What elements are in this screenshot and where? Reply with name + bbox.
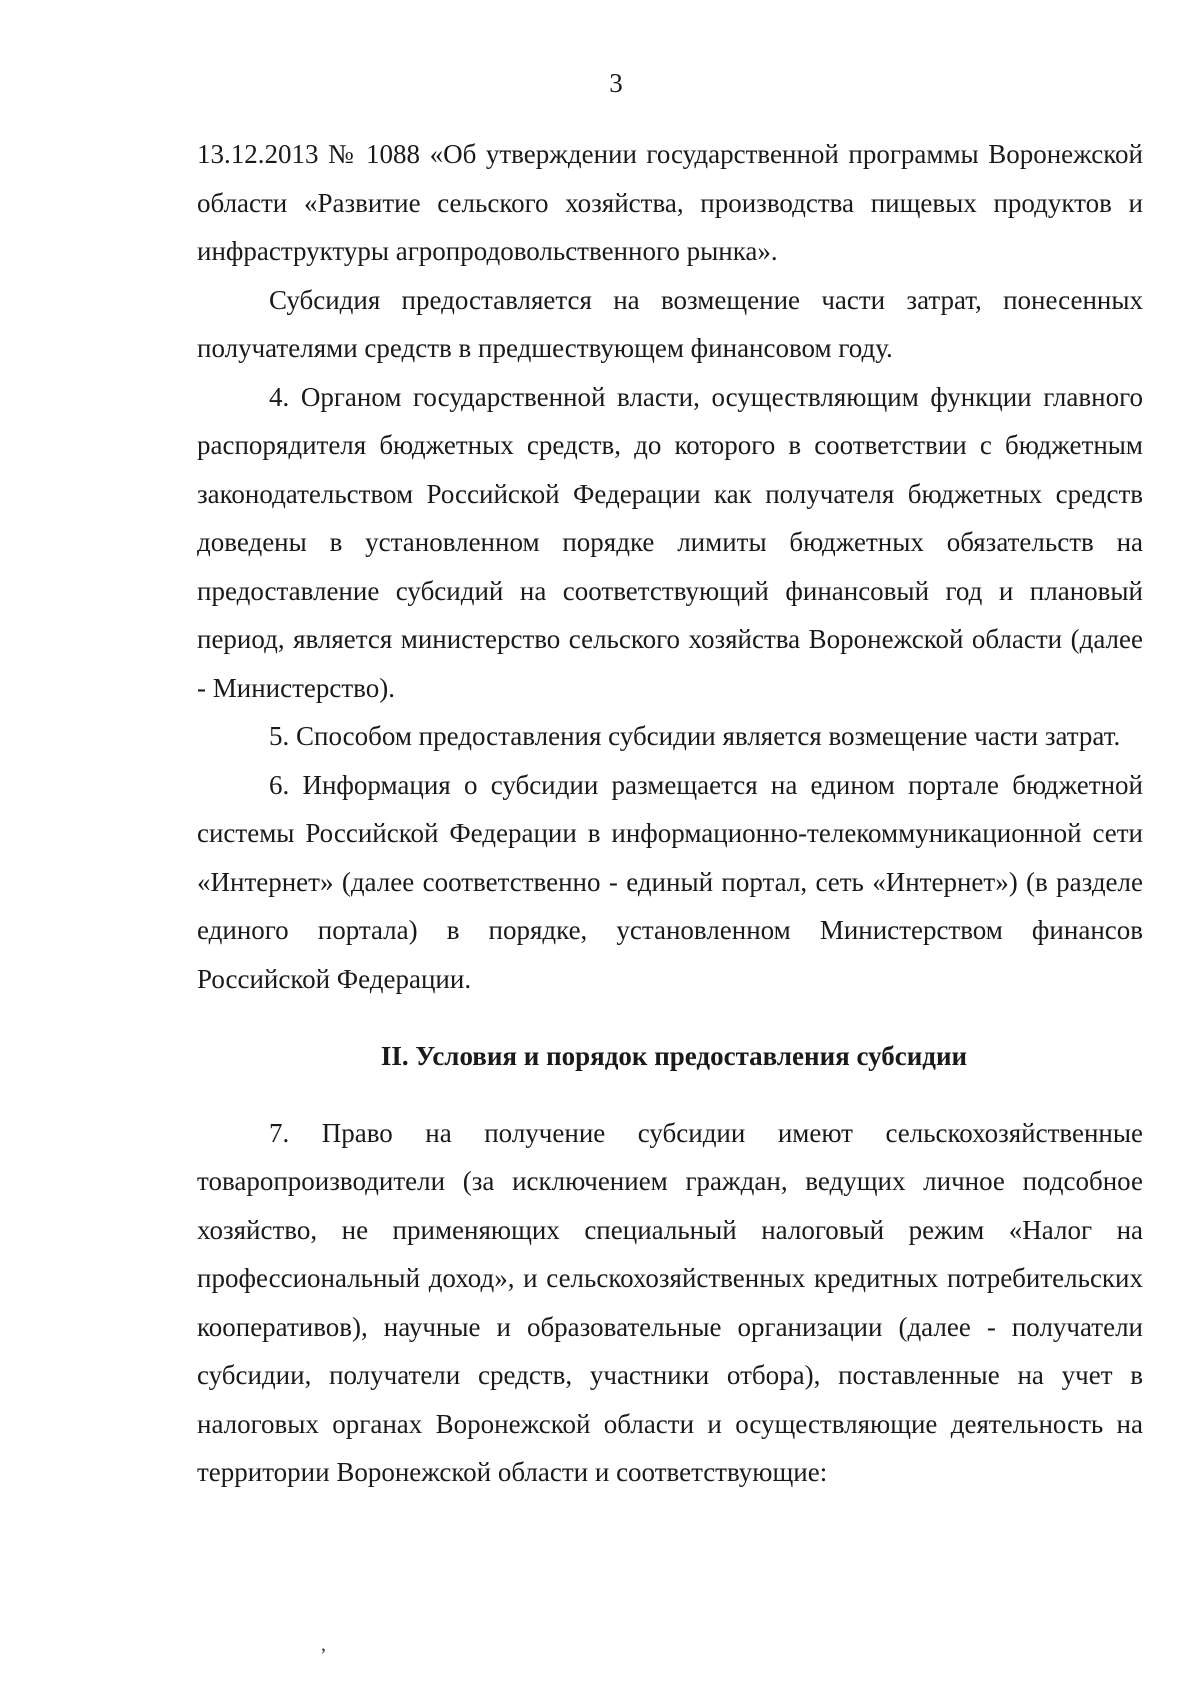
page-number: 3 [609, 68, 623, 98]
paragraph-subsidy-purpose: Субсидия предоставляется на возмещение части затрат, понесенных получателями средств в предшествующем финансовом году. [197, 284, 1143, 363]
paragraph-item-7: 7. Право на получение субсидии имеют сельскохозяйственные товаропроизводители (за исключением граждан, ведущих личное подсобное хозяйство, не применяющих специальный налоговый режим «Налог на профессиональный доход», и сельскохозяйственных кредитных потребительских кооперативов), научные и образовательные организации (далее - получатели субсидии, получатели средств, участники отбора), поставленные на учет в налоговых органах Воронежской области и осуществляющие деятельность на территории Воронежской области и соответствующие: [197, 1117, 1143, 1487]
paragraph-item-5: 5. Способом предоставления субсидии является возмещение части затрат. [269, 721, 1121, 751]
paragraph-item-4: 4. Органом государственной власти, осуществляющим функции главного распорядителя бюджетных средств, до которого в соответствии с бюджетным законодательством Российской Федерации как получателя бюджетных средств доведены в установленном порядке лимиты бюджетных обязательств на предоставление субсидий на соответствующий финансовый год и плановый период, является министерство сельского хозяйства Воронежской области (далее - Министерство). [197, 381, 1143, 703]
document-body [197, 130, 1143, 1497]
paragraph-item-6: 6. Информация о субсидии размещается на едином портале бюджетной системы Российской Федерации в информационно-телекоммуникационной сети «Интернет» (далее соответственно - единый портал, сеть «Интернет») (в разделе единого портала) в порядке, установленном Министерством финансов Российской Федерации. [197, 769, 1143, 994]
paragraph-program-reference: 13.12.2013 № 1088 «Об утверждении государственной программы Воронежской области «Развитие сельского хозяйства, производства пищевых продуктов и инфраструктуры агропродовольственного рынка». [197, 139, 1143, 266]
stray-mark: ʼ [320, 1645, 327, 1667]
section-heading: II. Условия и порядок предоставления субсидии [380, 1041, 968, 1071]
